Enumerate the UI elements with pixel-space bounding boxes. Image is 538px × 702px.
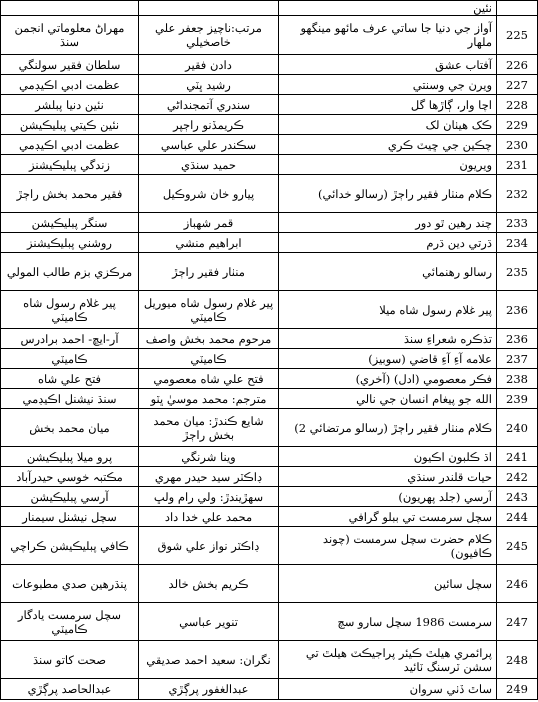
table-row (1, 115, 538, 135)
publisher-cell: مڪتبہ خوسي حيدرآباد (1, 467, 139, 487)
author-cell: پير غلام رسول شاه ميوريل ڪاميٽي (139, 291, 279, 329)
number-cell: 239 (497, 389, 538, 409)
title-cell: ڪک هيٺان لک (279, 115, 497, 135)
title-cell: ويرن جي وسنتي (279, 75, 497, 95)
table-row (1, 447, 538, 467)
number-cell: 240 (497, 409, 538, 447)
author-cell: ڪريم بخش خالد (139, 565, 279, 603)
header-author-cell (139, 1, 279, 16)
title-cell: ڪلام حضرت سچل سرمست (چوند ڪافيون) (279, 527, 497, 565)
table-row (1, 527, 538, 565)
header-number-cell (497, 1, 538, 16)
number-cell: 243 (497, 487, 538, 507)
number-cell: 229 (497, 115, 538, 135)
title-cell: سچل سرمست تي ببلو گرافي (279, 507, 497, 527)
author-cell: پيارو خان شروڪيل (139, 175, 279, 213)
publisher-cell: عظمت ادبي اڪيڊمي (1, 135, 139, 155)
title-cell: چڪين جي ڇيٽ ڪري (279, 135, 497, 155)
number-cell: 231 (497, 155, 538, 175)
author-cell: دادن فقير (139, 55, 279, 75)
table-row (1, 213, 538, 233)
title-cell: سچل سائين (279, 565, 497, 603)
title-cell: فڪر معصومي (ادل) (آخري) (279, 369, 497, 389)
title-cell: چند رهين ٿو دور (279, 213, 497, 233)
table-row (1, 155, 538, 175)
author-cell: نگران: سعيد احمد صديقي (139, 641, 279, 679)
page-header-title: نئين (473, 1, 492, 15)
number-cell: 244 (497, 507, 538, 527)
title-cell: ڌرتي دين ڌرم (279, 233, 497, 253)
title-cell: رسالو رهنمائي (279, 253, 497, 291)
table-row (1, 291, 538, 329)
publisher-cell: زندگي پبليڪيشنز (1, 155, 139, 175)
table-row (1, 565, 538, 603)
publisher-cell: سچل سرمست يادگار ڪاميٽي (1, 603, 139, 641)
publisher-cell: فتح علي شاه (1, 369, 139, 389)
title-cell: پرائمري هيلٿ ڪيئر پراجيڪٽ هيلٿ تي سشن ٽرسنگ ٽائيد (279, 641, 497, 679)
number-cell: 226 (497, 55, 538, 75)
number-cell: 237 (497, 349, 538, 369)
title-cell: ڪلام منٺار فقير راڄڙ (رسالو مرتضائي 2) (279, 409, 497, 447)
author-cell: ڪاميٽي (139, 349, 279, 369)
publisher-cell: ڪاميٽي (1, 349, 139, 369)
title-cell: حيات قلندر سنڌي (279, 467, 497, 487)
author-cell: ڊاڪٽر سيد حيدر مهري (139, 467, 279, 487)
title-cell: آفتاب عشق (279, 55, 497, 75)
table-row (1, 641, 538, 679)
title-cell: ڪلام منٺار فقير راڄڙ (رسالو خدائي) (279, 175, 497, 213)
title-cell: پير غلام رسول شاه ميلا (279, 291, 497, 329)
author-cell: مرتب:ناچيز جعفر علي خاصخيلي (139, 16, 279, 55)
publisher-cell: پنڌرهين صدي مطبوعات (1, 565, 139, 603)
title-cell: تذڪره شعراءِ سنڌ (279, 329, 497, 349)
table-row (1, 507, 538, 527)
table-row (1, 16, 538, 55)
number-cell: 246 (497, 565, 538, 603)
table-row (1, 135, 538, 155)
publisher-cell: روشني پبليڪيشنز (1, 233, 139, 253)
number-cell: 245 (497, 527, 538, 565)
author-cell: عبدالغفور پرڳڙي (139, 679, 279, 700)
author-cell: شايع ڪندڙ: ميان محمد بخش راڄڙ (139, 409, 279, 447)
number-cell: 247 (497, 603, 538, 641)
table-row (1, 369, 538, 389)
title-cell: ساٿ ڏٺي سروان (279, 679, 497, 700)
publisher-cell: سنگر پبليڪيشن (1, 213, 139, 233)
table-row (1, 487, 538, 507)
table-row (1, 467, 538, 487)
title-cell: ويريون (279, 155, 497, 175)
title-cell: الله جو پيغام انسان جي نالي (279, 389, 497, 409)
number-cell: 235 (497, 253, 538, 291)
table-row (1, 55, 538, 75)
title-cell: آرسي (جلد پهريون) (279, 487, 497, 507)
number-cell: 228 (497, 95, 538, 115)
table-row (1, 253, 538, 291)
number-cell: 236 (497, 329, 538, 349)
number-cell: 230 (497, 135, 538, 155)
number-cell: 232 (497, 175, 538, 213)
publisher-cell: ڪافي پبليڪيشن ڪراچي (1, 527, 139, 565)
title-cell: اچا وار، ڳاڙها گل (279, 95, 497, 115)
number-cell: 225 (497, 16, 538, 55)
number-cell: 242 (497, 467, 538, 487)
publisher-cell: عظمت ادبي اڪيڊمي (1, 75, 139, 95)
number-cell: 248 (497, 641, 538, 679)
author-cell: ابراهيم منشي (139, 233, 279, 253)
publisher-cell: آرسي پبليڪيشن (1, 487, 139, 507)
publisher-cell: نئين ڪيتي پبليڪيشن (1, 115, 139, 135)
author-cell: سندري آتمجنداڻي (139, 95, 279, 115)
header-publisher-cell (1, 1, 139, 16)
table-row (1, 349, 538, 369)
number-cell: 233 (497, 213, 538, 233)
publisher-cell: فقير محمد بخش راڄڙ (1, 175, 139, 213)
header-row (1, 1, 538, 16)
author-cell: ڊاڪٽر نواز علي شوق (139, 527, 279, 565)
publisher-cell: نئين دنيا پبلشر (1, 95, 139, 115)
author-cell: سڪندر علي عباسي (139, 135, 279, 155)
publisher-cell: پرو ميلا پبليڪيشن (1, 447, 139, 467)
number-cell: 227 (497, 75, 538, 95)
author-cell: محمد علي خدا داد (139, 507, 279, 527)
author-cell: رشيد ڀٽي (139, 75, 279, 95)
header-title-cell (279, 1, 497, 16)
author-cell: منٺار فقير راڄڙ (139, 253, 279, 291)
title-cell: سرمست 1986 سچل سارو سچ (279, 603, 497, 641)
publisher-cell: مرڪزي بزم طالب المولي (1, 253, 139, 291)
title-cell: علامه آءِ آءِ قاضي (سوبيز) (279, 349, 497, 369)
number-cell: 234 (497, 233, 538, 253)
publisher-cell: ميان محمد بخش (1, 409, 139, 447)
publisher-cell: پير غلام رسول شاه ڪاميٽي (1, 291, 139, 329)
author-cell: تنوير عباسي (139, 603, 279, 641)
title-cell: اڌ ڪلبون اڪيون (279, 447, 497, 467)
table-row (1, 95, 538, 115)
table-row (1, 329, 538, 349)
publisher-cell: سنڌ نيشنل اڪيڊمي (1, 389, 139, 409)
title-cell: آواز جي دنيا جا ساتي عرف مائهو مينگهو ملهار (279, 16, 497, 55)
publisher-cell: سلطان فقير سولنگي (1, 55, 139, 75)
publisher-cell: آر-ايڇ- احمد برادرس (1, 329, 139, 349)
number-cell: 236 (497, 291, 538, 329)
number-cell: 241 (497, 447, 538, 467)
author-cell: قمر شهباز (139, 213, 279, 233)
author-cell: سهڙيندڙ: ولي رام ولڀ (139, 487, 279, 507)
number-cell: 238 (497, 369, 538, 389)
author-cell: فتح علي شاه معصومي (139, 369, 279, 389)
table-row (1, 409, 538, 447)
table-row (1, 389, 538, 409)
author-cell: ڪريمڏنو راڄپر (139, 115, 279, 135)
table-row (1, 175, 538, 213)
table-row (1, 603, 538, 641)
author-cell: حميد سنڌي (139, 155, 279, 175)
table-row (1, 233, 538, 253)
author-cell: مرحوم محمد بخش واصف (139, 329, 279, 349)
publisher-cell: عبدالحاصد پرڳڙي (1, 679, 139, 700)
publisher-cell: سچل نيشنل سيمنار (1, 507, 139, 527)
table-row (1, 679, 538, 700)
publisher-cell: مهراڻ معلوماتي انجمن سنڌ (1, 16, 139, 55)
table-row (1, 75, 538, 95)
author-cell: مترجم: محمد موسيٰ ڀٽو (139, 389, 279, 409)
number-cell: 249 (497, 679, 538, 700)
publisher-cell: صحت کاتو سنڌ (1, 641, 139, 679)
author-cell: وينا شرنگي (139, 447, 279, 467)
